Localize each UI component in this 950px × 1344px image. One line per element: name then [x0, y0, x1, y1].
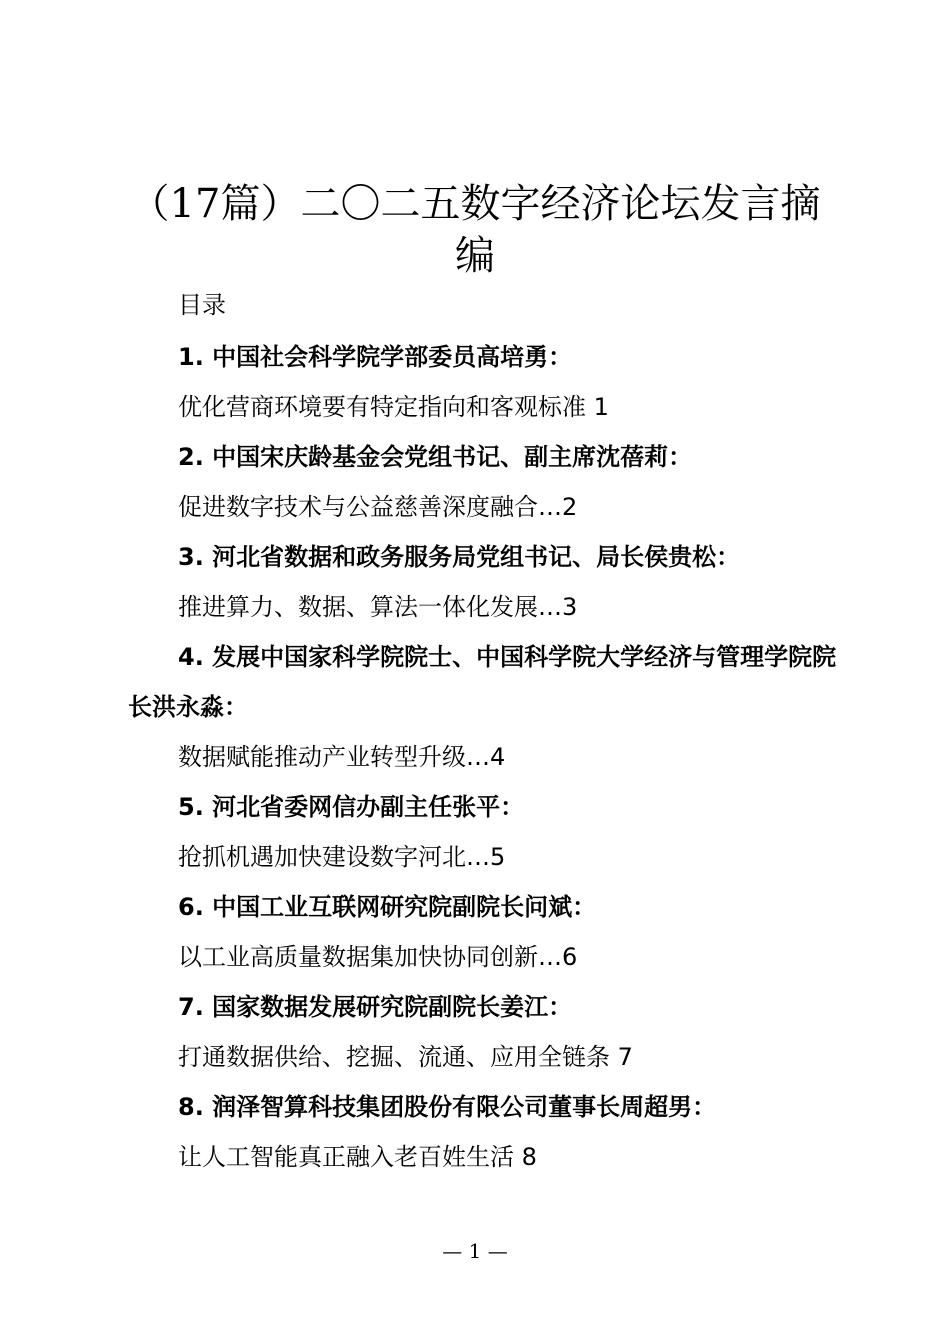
toc-entry-heading: 5. 河北省委网信办副主任张平：: [178, 793, 525, 821]
toc-entry-subtitle: 促进数字技术与公益慈善深度融合…2: [178, 493, 578, 521]
toc-entry-subtitle: 以工业高质量数据集加快协同创新…6: [178, 943, 578, 971]
toc-entry-heading: 8. 润泽智算科技集团股份有限公司董事长周超男：: [178, 1093, 717, 1121]
toc-entry-heading: 7. 国家数据发展研究院副院长姜江：: [178, 993, 573, 1021]
toc-entry-subtitle: 推进算力、数据、算法一体化发展…3: [178, 593, 578, 621]
toc-entry-heading: 2. 中国宋庆龄基金会党组书记、副主席沈蓓莉：: [178, 443, 693, 471]
document-title: （17篇）二〇二五数字经济论坛发言摘编: [129, 181, 821, 279]
table-of-contents: [128, 282, 838, 1182]
toc-entry-heading: 4. 发展中国家科学院院士、中国科学院大学经济与管理学院院长洪永淼：: [128, 643, 837, 721]
toc-entry-heading: 1. 中国社会科学院学部委员高培勇：: [178, 343, 573, 371]
toc-entry-subtitle: 打通数据供给、挖掘、流通、应用全链条 7: [178, 1043, 633, 1071]
toc-entry-subtitle: 数据赋能推动产业转型升级…4: [178, 743, 506, 771]
toc-label: 目录: [178, 291, 226, 319]
toc-entry-subtitle: 优化营商环境要有特定指向和客观标准 1: [178, 393, 609, 421]
toc-entry-heading: 6. 中国工业互联网研究院副院长问斌：: [178, 893, 597, 921]
toc-entry-heading: 3. 河北省数据和政务服务局党组书记、局长侯贵松：: [178, 543, 741, 571]
toc-entry-subtitle: 抢抓机遇加快建设数字河北…5: [178, 843, 506, 871]
toc-entry-subtitle: 让人工智能真正融入老百姓生活 8: [178, 1143, 537, 1171]
page-number: — 1 —: [442, 1239, 508, 1263]
